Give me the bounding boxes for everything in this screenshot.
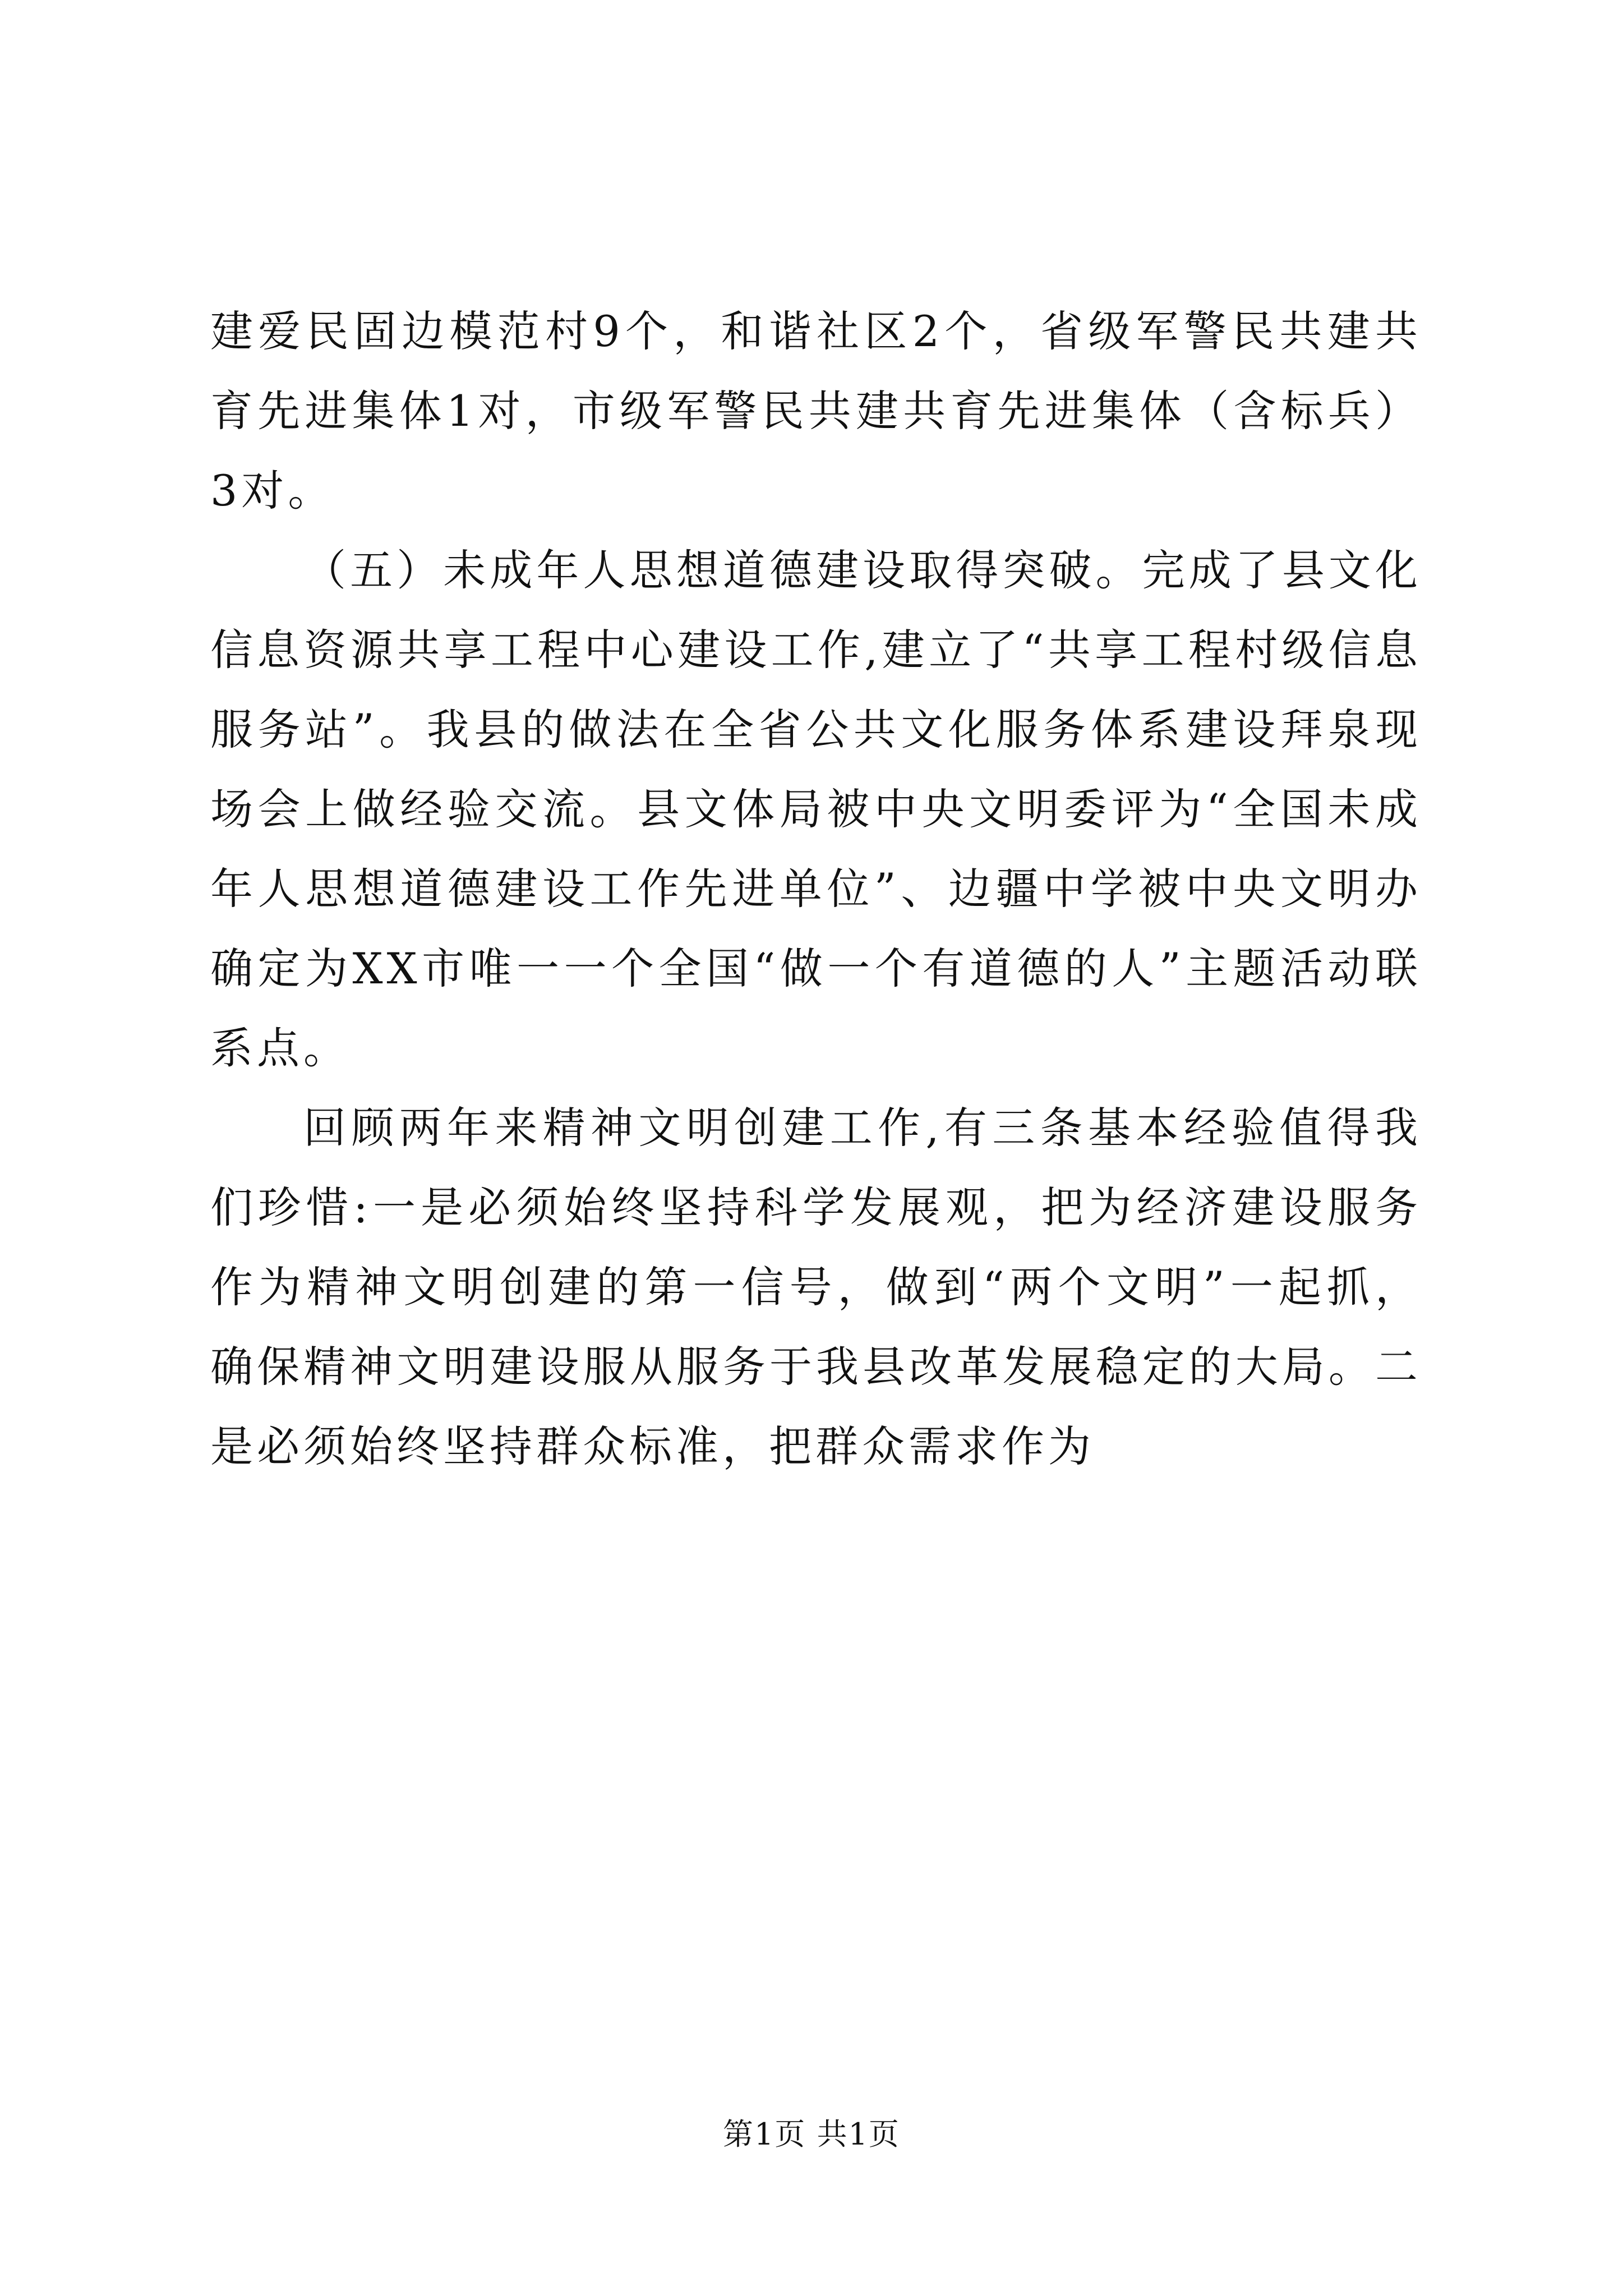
paragraph-1: 建爱民固边模范村9个，和谐社区2个，省级军警民共建共育先进集体1对，市级军警民共建共育先进集体（含标兵）3对。 bbox=[210, 306, 1422, 516]
document-body bbox=[210, 292, 1422, 1487]
paragraph-2: （五）未成年人思想道德建设取得突破。完成了县文化信息资源共享工程中心建设工作,建立了“共享工程村级信息服务站”。我县的做法在全省公共文化服务体系建设拜泉现场会上做经验交流。县文体局被中央文明委评为“全国未成年人思想道德建设工作先进单位”、边疆中学被中央文明办确定为XX市唯一一个全国“做一个有道德的人”主题活动联系点。 bbox=[210, 545, 1422, 1073]
paragraph-3: 回顾两年来精神文明创建工作,有三条基本经验值得我们珍惜:一是必须始终坚持科学发展观，把为经济建设服务作为精神文明创建的第一信号，做到“两个文明”一起抓，确保精神文明建设服从服务于我县改革发展稳定的大局。二是必须始终坚持群众标准，把群众需求作为 bbox=[210, 1103, 1422, 1471]
page-number-footer: 第1页 共1页 bbox=[723, 2116, 900, 2152]
